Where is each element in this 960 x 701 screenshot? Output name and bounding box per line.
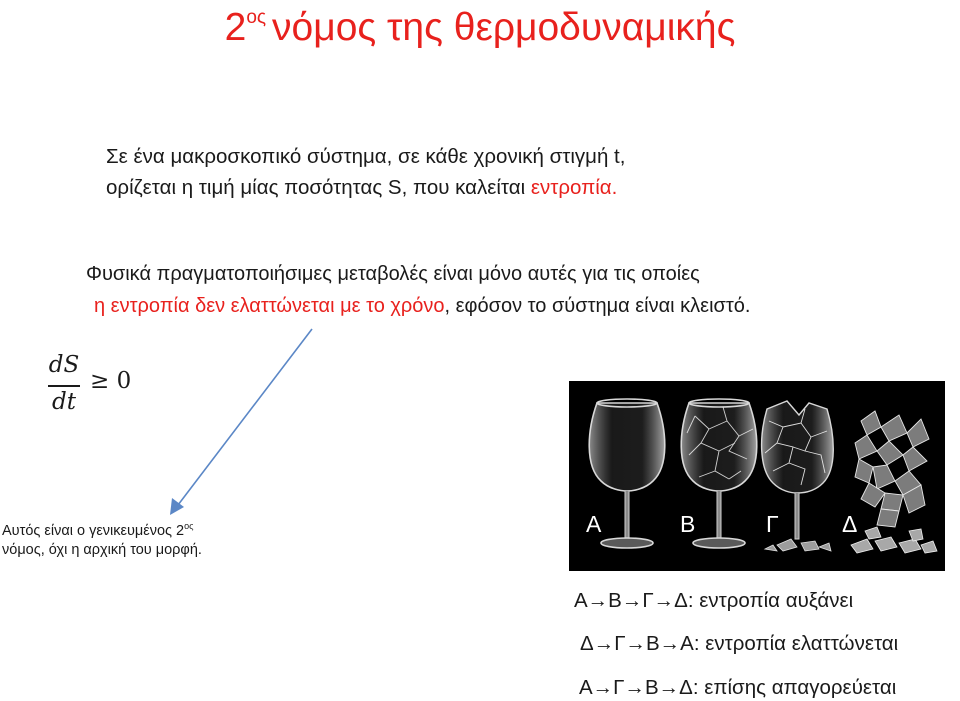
- formula-relation: ≥ 0: [90, 368, 132, 394]
- glass-d-broken: [851, 411, 937, 553]
- glass-label-c: Γ: [766, 511, 779, 537]
- statement-line-1: Φυσικά πραγματοποιήσιμες μεταβολές είναι μόνο αυτές για τις οποίες: [86, 263, 700, 285]
- sequence-decrease: Δ→Γ→Β→Α: εντροπία ελαττώνεται: [580, 632, 899, 655]
- fraction-numerator: dS: [48, 352, 80, 378]
- note-part-1: Αυτός είναι ο γενικευμένος 2: [2, 523, 185, 539]
- statement-highlight: η εντροπία δεν ελαττώνεται με το χρόνο: [94, 295, 445, 317]
- sequence-increase: Α→Β→Γ→Δ: εντροπία αυξάνει: [574, 589, 854, 612]
- title-text: νόμος της θερμοδυναμικής: [272, 6, 736, 49]
- arrow-line: [178, 329, 312, 505]
- glass-label-a: Α: [586, 511, 602, 537]
- intro-line-1: Σε ένα μακροσκοπικό σύστημα, σε κάθε χρονική στιγμή t,: [106, 145, 626, 168]
- note-text: [2, 517, 232, 560]
- glasses-photo: [569, 381, 945, 571]
- glass-label-b: Β: [680, 511, 696, 537]
- intro-line-2-text: ορίζεται η τιμή μίας ποσότητας S, που καλείται: [106, 176, 531, 199]
- statement-line-2-text: , εφόσον το σύστημα είναι κλειστό.: [444, 295, 751, 317]
- glasses-illustration: [569, 381, 945, 571]
- title-ordinal: 2: [224, 6, 247, 49]
- fraction-denominator: dt: [52, 389, 76, 415]
- glass-label-d: Δ: [842, 511, 858, 537]
- entropy-highlight: εντροπία.: [530, 176, 618, 199]
- note-part-2: νόμος, όχι η αρχική του μορφή.: [2, 542, 202, 558]
- note-superscript: ος: [184, 521, 194, 531]
- title-ordinal-suffix: ος: [246, 7, 267, 28]
- sequence-forbidden: Α→Γ→Β→Δ: επίσης απαγορεύεται: [579, 676, 897, 699]
